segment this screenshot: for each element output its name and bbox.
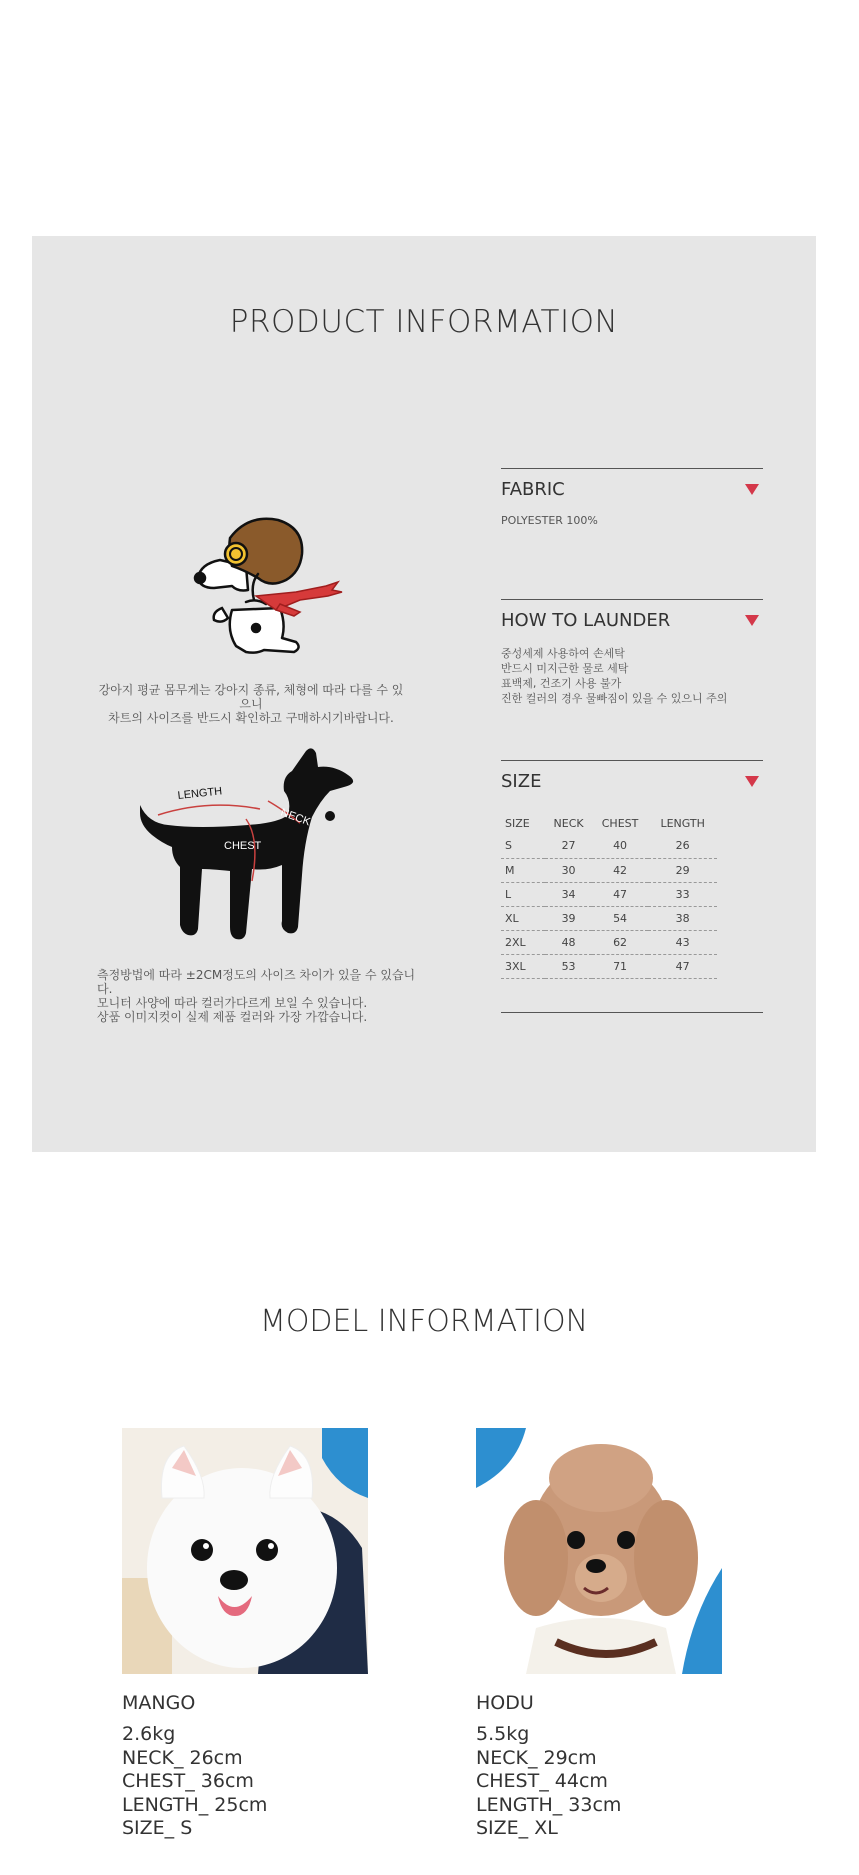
cell: 39 — [545, 906, 591, 930]
model-length: LENGTH_ 25cm — [122, 1793, 268, 1816]
cell: 29 — [648, 858, 717, 882]
beagle-pilot-illustration — [160, 500, 360, 660]
header-size: SIZE — [505, 816, 530, 830]
fabric-title: FABRIC — [501, 478, 565, 500]
table-row — [501, 858, 717, 882]
cell: 33 — [648, 882, 717, 906]
cell: M — [501, 858, 545, 882]
model-neck: NECK_ 26cm — [122, 1746, 243, 1769]
model-name: HODU — [476, 1692, 534, 1714]
triangle-down-icon — [745, 484, 759, 495]
cell: 38 — [648, 906, 717, 930]
header-chest: CHEST — [601, 816, 639, 830]
launder-section — [501, 599, 763, 706]
triangle-down-icon — [745, 776, 759, 787]
cell: 2XL — [501, 930, 545, 954]
product-info-title: PRODUCT INFORMATION — [229, 304, 619, 340]
cell: S — [501, 834, 545, 858]
model-weight: 2.6kg — [122, 1723, 176, 1745]
header-length: LENGTH — [660, 816, 705, 830]
size-section — [501, 760, 763, 801]
weight-notice: 강아지 평균 몸무게는 강아지 종류, 체형에 따라 다를 수 있으니 차트의 사이즈를 반드시 확인하고 구매하시기바랍니다. — [98, 683, 404, 725]
cell: 42 — [592, 858, 649, 882]
measurement-notice: 측정방법에 따라 ±2CM정도의 사이즈 차이가 있을 수 있습니다. 모니터 사양에 따라 컬러가다르게 보일 수 있습니다. 상품 이미지컷이 실제 제품 컬러와 가장 가깝습니다. — [97, 968, 416, 1024]
table-row — [501, 906, 717, 930]
model-length: LENGTH_ 33cm — [476, 1793, 622, 1816]
cell: 34 — [545, 882, 591, 906]
launder-toggle[interactable] — [501, 600, 763, 640]
model-measurements — [476, 1723, 724, 1841]
cell: 27 — [545, 834, 591, 858]
cell: 48 — [545, 930, 591, 954]
cell: 71 — [592, 954, 649, 978]
triangle-down-icon — [745, 615, 759, 626]
cell: 30 — [545, 858, 591, 882]
cell: 47 — [648, 954, 717, 978]
cell: 3XL — [501, 954, 545, 978]
model-photo-hodu — [476, 1428, 722, 1674]
model-card-mango — [122, 1428, 370, 1841]
model-measurements — [122, 1723, 370, 1841]
model-size: SIZE_ S — [122, 1817, 193, 1839]
cell: 26 — [648, 834, 717, 858]
model-name: MANGO — [122, 1692, 196, 1714]
model-size: SIZE_ XL — [476, 1817, 558, 1839]
launder-title: HOW TO LAUNDER — [501, 609, 671, 631]
chest-label: CHEST — [224, 840, 262, 852]
model-info-title: MODEL INFORMATION — [259, 1304, 589, 1339]
fabric-body: POLYESTER 100% — [501, 514, 598, 527]
model-card-hodu — [476, 1428, 724, 1841]
size-title: SIZE — [501, 770, 542, 792]
measurement-dog-diagram — [130, 745, 370, 950]
cell: 40 — [592, 834, 649, 858]
size-toggle[interactable] — [501, 761, 763, 801]
fabric-toggle[interactable] — [501, 469, 763, 509]
size-table — [501, 812, 717, 979]
model-weight: 5.5kg — [476, 1723, 530, 1745]
cell: 54 — [592, 906, 649, 930]
table-row — [501, 954, 717, 978]
cell: 47 — [592, 882, 649, 906]
table-row — [501, 882, 717, 906]
neck-label: NECK — [278, 806, 312, 829]
length-label: LENGTH — [177, 785, 223, 802]
table-row — [501, 834, 717, 858]
cell: 53 — [545, 954, 591, 978]
model-chest: CHEST_ 44cm — [476, 1770, 608, 1792]
model-neck: NECK_ 29cm — [476, 1746, 597, 1769]
model-chest: CHEST_ 36cm — [122, 1770, 254, 1792]
cell: 43 — [648, 930, 717, 954]
table-row — [501, 930, 717, 954]
launder-body: 중성세제 사용하여 손세탁 반드시 미지근한 물로 세탁 표백제, 건조기 사용 불가 진한 컬러의 경우 물빠짐이 있을 수 있으니 주의 — [501, 647, 728, 705]
fabric-section — [501, 468, 763, 528]
section-divider — [501, 1012, 763, 1013]
size-table-header — [501, 812, 717, 834]
model-photo-mango — [122, 1428, 368, 1674]
header-neck: NECK — [553, 816, 584, 830]
cell: XL — [501, 906, 545, 930]
cell: L — [501, 882, 545, 906]
cell: 62 — [592, 930, 649, 954]
